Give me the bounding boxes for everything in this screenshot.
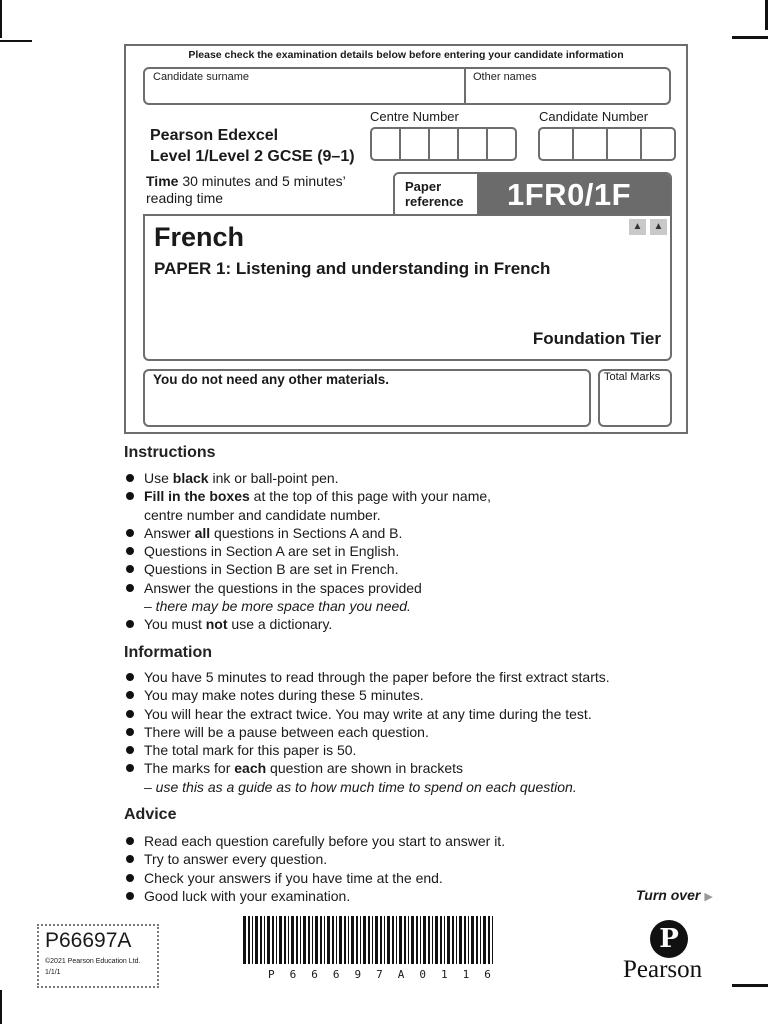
candidate-number-boxes[interactable]: [538, 127, 676, 161]
list-item: The marks for each question are shown in brackets: [125, 759, 725, 777]
materials-text: You do not need any other materials.: [153, 372, 390, 387]
pearson-logo-icon: P: [650, 920, 688, 958]
list-item: Read each question carefully before you start to answer it.: [125, 832, 725, 850]
paper-ref-label-2: reference: [405, 194, 464, 209]
paper-reference-box: [393, 172, 672, 216]
edition: 1/1/1: [45, 969, 61, 976]
paper-reference-code: 1FR0/1F: [479, 174, 670, 214]
centre-number-boxes[interactable]: [370, 127, 517, 161]
list-item: You may make notes during these 5 minutes.: [125, 686, 725, 704]
time-label: Time: [146, 173, 179, 189]
digit-box[interactable]: [606, 127, 642, 161]
candidate-surname-label: Candidate surname: [153, 71, 250, 83]
advice-heading: Advice: [124, 806, 177, 823]
board-name: Pearson Edexcel: [150, 127, 279, 144]
list-item-continuation: centre number and candidate number.: [144, 506, 381, 523]
barcode: [241, 916, 497, 972]
play-arrow-icon: ▶: [704, 891, 713, 903]
list-item-continuation: – use this as a guide as to how much time to spend on each question.: [144, 778, 577, 795]
list-item: Answer the questions in the spaces provided: [125, 579, 725, 597]
paper-title: [154, 259, 550, 279]
crop-mark: [0, 40, 32, 42]
exam-board: [150, 125, 355, 167]
digit-box[interactable]: [572, 127, 608, 161]
check-note: Please check the examination details below before entering your candidate information: [188, 49, 624, 61]
list-item: There will be a pause between each question.: [125, 723, 725, 741]
list-item: Check your answers if you have time at the end.: [125, 869, 725, 887]
barcode-text: P66697A0116: [268, 968, 506, 981]
list-item: You will hear the extract twice. You may write at any time during the test.: [125, 705, 725, 723]
turn-over: [636, 887, 713, 903]
total-marks-label: Total Marks: [604, 371, 661, 383]
subject-title: French: [154, 222, 245, 252]
information-heading: Information: [124, 644, 212, 661]
candidate-number-label: Candidate Number: [539, 109, 649, 124]
list-item: Try to answer every question.: [125, 850, 725, 868]
crop-mark: [0, 0, 2, 38]
digit-box[interactable]: [457, 127, 488, 161]
triangle-up-icon: ▲: [650, 219, 667, 235]
paper-title-text: Listening and understanding in French: [231, 259, 551, 278]
centre-number-label: Centre Number: [370, 109, 459, 124]
digit-box[interactable]: [399, 127, 430, 161]
paper-reference-label: [395, 174, 479, 214]
copyright: ©2021 Pearson Education Ltd.: [45, 958, 141, 965]
triangle-up-icon: ▲: [629, 219, 646, 235]
instructions-list: [125, 469, 725, 634]
information-list: [125, 668, 725, 796]
qualification: Level 1/Level 2 GCSE (9–1): [150, 148, 355, 165]
list-item: The total mark for this paper is 50.: [125, 741, 725, 759]
name-divider: [464, 68, 466, 104]
paper-code: P66697A: [45, 929, 132, 952]
tier: Foundation Tier: [532, 329, 661, 348]
list-item-continuation: – there may be more space than you need.: [144, 598, 411, 615]
paper-ref-label-1: Paper: [405, 179, 442, 194]
list-item: Use black ink or ball-point pen.: [125, 469, 725, 487]
time-value: 30 minutes and 5 minutes’: [178, 173, 346, 189]
other-names-label: Other names: [473, 71, 537, 83]
list-item: Good luck with your examination.: [125, 887, 725, 905]
time-allowed: [146, 173, 346, 207]
turn-over-label: Turn over: [636, 887, 701, 903]
list-item: You have 5 minutes to read through the paper before the first extract starts.: [125, 668, 725, 686]
list-item: Questions in Section A are set in English.: [125, 542, 725, 560]
crop-mark: [732, 36, 768, 39]
paper-prefix: PAPER 1:: [154, 259, 232, 278]
time-line2: reading time: [146, 190, 224, 206]
instructions-heading: Instructions: [124, 444, 216, 461]
list-item: Answer all questions in Sections A and B.: [125, 524, 725, 542]
digit-box[interactable]: [486, 127, 517, 161]
digit-box[interactable]: [370, 127, 401, 161]
crop-mark: [732, 984, 768, 987]
digit-box[interactable]: [640, 127, 676, 161]
list-item: You must not use a dictionary.: [125, 615, 725, 633]
pearson-wordmark: Pearson: [623, 956, 703, 983]
digit-box[interactable]: [538, 127, 574, 161]
crop-mark: [0, 990, 2, 1024]
advice-list: [125, 832, 725, 905]
digit-box[interactable]: [428, 127, 459, 161]
list-item: Fill in the boxes at the top of this page with your name,: [125, 487, 725, 505]
list-item: Questions in Section B are set in French.: [125, 560, 725, 578]
